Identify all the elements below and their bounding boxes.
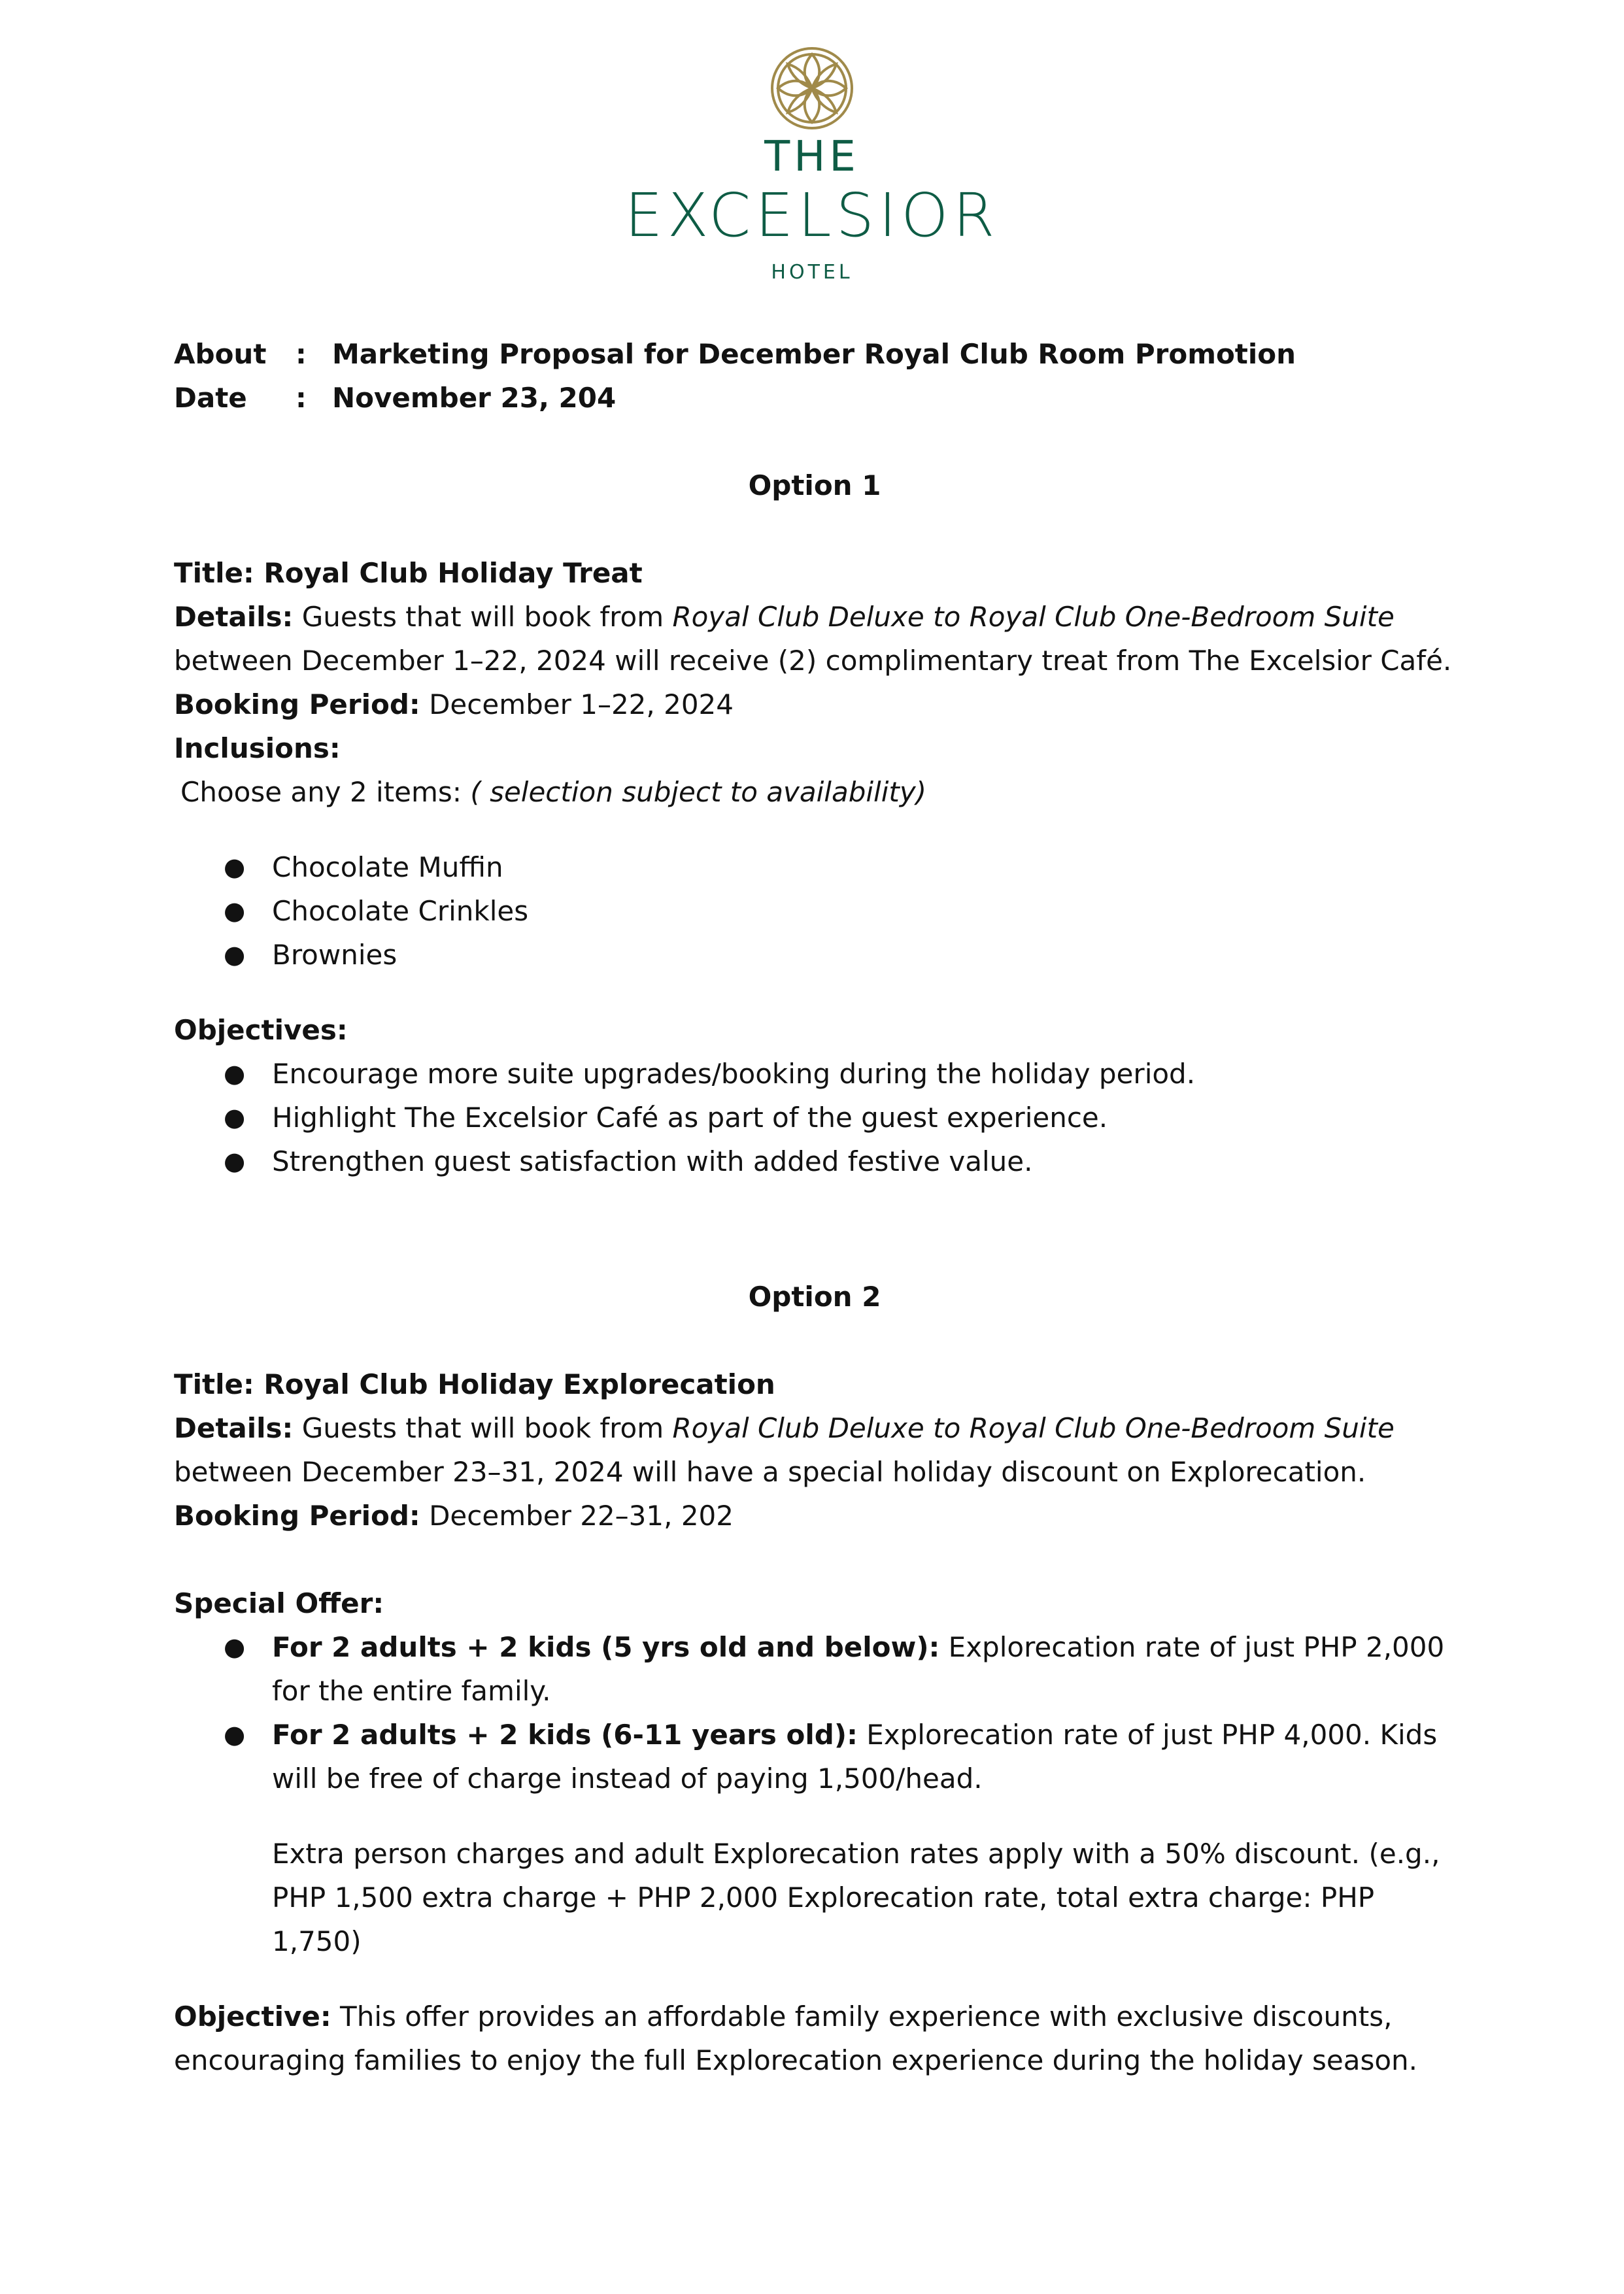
option1-heading: Option 1: [748, 469, 881, 501]
option1-details-text2: between December 1–22, 2024 will receive (2) complimentary treat from The Excelsior Café.: [174, 645, 1452, 677]
option1-details-italic: Royal Club Deluxe to Royal Club One-Bedroom Suite: [672, 601, 1395, 633]
list-item: ● Brownies: [174, 933, 1455, 977]
option1-details-label: Details:: [174, 601, 294, 633]
about-row: [174, 332, 1455, 376]
about-value: Marketing Proposal for December Royal Club Room Promotion: [332, 338, 1296, 370]
option2-details-text2: between December 23–31, 2024 will have a special holiday discount on Explorecation.: [174, 1456, 1366, 1488]
option2-details-italic: Royal Club Deluxe to Royal Club One-Bedroom Suite: [672, 1412, 1395, 1444]
date-value: November 23, 204: [332, 382, 617, 414]
logo-the: THE: [764, 133, 860, 181]
inclusions-list: [174, 845, 1455, 977]
extra-note: Extra person charges and adult Explorecation rates apply with a 50% discount. (e.g., PHP 1,500 extra charge + PHP 2,000 Explorecation rate, total extra charge: PHP 1,750): [272, 1838, 1440, 1957]
option2-title: Title: Royal Club Holiday Explorecation: [174, 1368, 775, 1400]
option2-booking-label: Booking Period:: [174, 1500, 420, 1532]
list-item: ● Chocolate Muffin: [174, 845, 1455, 889]
logo-hotel: HOTEL: [771, 261, 853, 284]
option1-details-text1: Guests that will book from: [293, 601, 673, 633]
about-colon: :: [296, 338, 307, 370]
option1-choose-text: Choose any 2 items:: [180, 776, 471, 808]
offer-text: Explorecation rate of just PHP 4,000. Kids will be free of charge instead of paying 1,500/head.: [272, 1719, 1438, 1795]
option2-offer-label: Special Offer:: [174, 1587, 384, 1619]
list-item: ● Highlight The Excelsior Café as part of the guest experience.: [174, 1096, 1455, 1139]
option2-objective-label: Objective:: [174, 2000, 331, 2033]
option2-booking-value: December 22–31, 202: [420, 1500, 734, 1532]
list-item: ● Chocolate Crinkles: [174, 889, 1455, 933]
offer-bold: For 2 adults + 2 kids (6-11 years old):: [272, 1719, 858, 1751]
option2-booking: [174, 1494, 1455, 1538]
option2-details-label: Details:: [174, 1412, 294, 1444]
offer-bold: For 2 adults + 2 kids (5 yrs old and below):: [272, 1631, 940, 1663]
offer-text: Explorecation rate of just PHP 2,000 for the entire family.: [272, 1631, 1445, 1707]
date-colon: :: [296, 382, 307, 414]
option2-details: [174, 1406, 1455, 1450]
hotel-logo: [0, 46, 1624, 282]
option1-booking-value: December 1–22, 2024: [420, 688, 734, 720]
special-offer-list: [174, 1625, 1455, 1800]
list-item: [174, 1713, 1455, 1800]
date-label: Date: [174, 382, 247, 414]
option1-objectives-label: Objectives:: [174, 1014, 348, 1046]
option1-choose: [174, 770, 1455, 814]
floral-medallion-icon: [770, 46, 854, 131]
list-item: ● Encourage more suite upgrades/booking during the holiday period.: [174, 1052, 1455, 1096]
option2-heading: Option 2: [748, 1281, 881, 1313]
option1-details: [174, 595, 1455, 639]
option2-objective: [174, 1995, 1455, 2082]
option1-inclusions-label: Inclusions:: [174, 732, 341, 764]
option1-booking: [174, 683, 1455, 726]
date-row: [174, 376, 1455, 420]
option1-booking-label: Booking Period:: [174, 688, 420, 720]
option1-choose-note: ( selection subject to availability): [470, 776, 927, 808]
option1-title: Title: Royal Club Holiday Treat: [174, 557, 643, 589]
option2-details-text1: Guests that will book from: [293, 1412, 673, 1444]
about-label: About: [174, 338, 267, 370]
document-body: [174, 332, 1455, 2082]
objectives-list: [174, 1052, 1455, 1183]
list-item: ● Strengthen guest satisfaction with added festive value.: [174, 1139, 1455, 1183]
list-item: [174, 1625, 1455, 1713]
logo-excelsior: EXCELSIOR: [624, 180, 1000, 250]
option2-objective-text: This offer provides an affordable family experience with exclusive discounts, encouraging families to enjoy the full Explorecation experience during the holiday season.: [174, 2000, 1418, 2076]
